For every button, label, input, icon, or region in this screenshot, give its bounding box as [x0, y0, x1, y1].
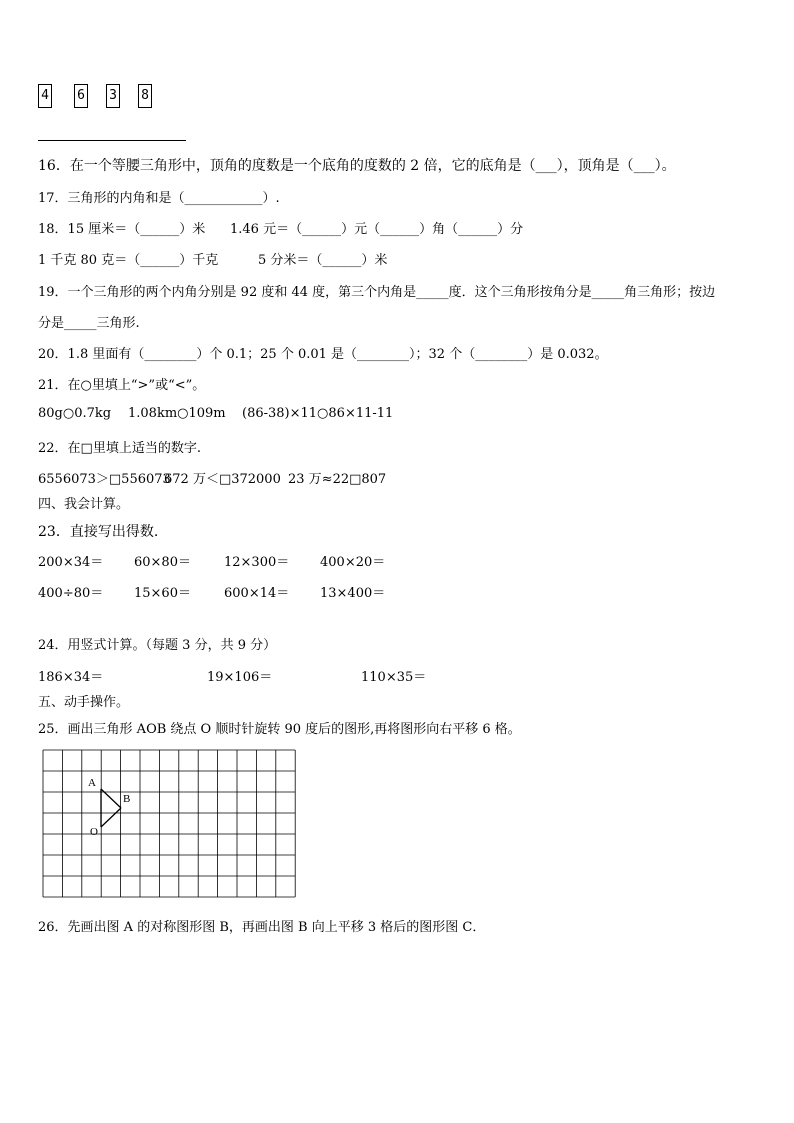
- segment-bo: [101, 808, 121, 827]
- question-19-line-1: 19．一个三角形的两个内角分别是 92 度和 44 度，第三个内角是_____度．这个三角形按角分是_____角三角形；按边: [38, 285, 716, 300]
- question-20: 20．1.8 里面有（________）个 0.1；25 个 0.01 是（________）；32 个（________）是 0.032。: [38, 347, 608, 362]
- vertical-calc-item: 186×34＝: [38, 670, 104, 685]
- question-21-item-c: (86-38)×11○86×11-11: [242, 406, 394, 421]
- question-22-item-b: 672 万＜□372000: [164, 472, 281, 487]
- question-22-item-c: 23 万≈22□807: [288, 472, 387, 487]
- point-label-a: A: [88, 777, 96, 789]
- vertical-calc-item: 110×35＝: [361, 670, 427, 685]
- grid-figure: [42, 749, 298, 899]
- calc-item: 600×14＝: [224, 586, 290, 601]
- calc-item: 400÷80＝: [38, 586, 104, 601]
- question-17: 17．三角形的内角和是（____________）.: [38, 191, 280, 206]
- question-21-title: 21．在○里填上“>”或“<”。: [38, 378, 206, 393]
- question-21-item-b: 1.08km○109m: [128, 406, 226, 421]
- calc-item: 60×80＝: [134, 555, 191, 570]
- vertical-calc-item: 19×106＝: [207, 670, 273, 685]
- calc-item: 200×34＝: [38, 555, 104, 570]
- calc-item: 400×20＝: [320, 555, 386, 570]
- digit-card: 3: [106, 84, 120, 108]
- question-22-item-a: 6556073＞□556073: [38, 472, 171, 487]
- calc-item: 13×400＝: [320, 586, 386, 601]
- calc-item: 12×300＝: [224, 555, 290, 570]
- section-4-heading: 四、我会计算。: [38, 497, 130, 512]
- point-label-b: B: [123, 793, 131, 805]
- question-19-line-2: 分是_____三角形.: [38, 316, 140, 331]
- section-5-heading: 五、动手操作。: [38, 695, 130, 710]
- question-24-title: 24．用竖式计算。（每题 3 分，共 9 分）: [38, 638, 277, 653]
- question-16: 16．在一个等腰三角形中，顶角的度数是一个底角的度数的 2 倍，它的底角是（___），顶角是（___）。: [38, 158, 676, 174]
- question-18-part-b: 1.46 元＝（______）元（______）角（______）分: [230, 222, 524, 237]
- triangle-aob: [101, 789, 121, 827]
- calc-item: 15×60＝: [134, 586, 191, 601]
- question-18-part-a: 18．15 厘米＝（______）米: [38, 222, 206, 237]
- question-18-part-d: 5 分米＝（______）米: [258, 253, 388, 268]
- question-26: 26．先画出图 A 的对称图形图 B，再画出图 B 向上平移 3 格后的图形图 C．: [38, 920, 486, 935]
- question-25-title: 25．画出三角形 AOB 绕点 O 顺时针旋转 90 度后的图形,再将图形向右平移 6 格。: [38, 722, 521, 737]
- question-18-part-c: 1 千克 80 克＝（______）千克: [38, 253, 219, 268]
- grid-lines: [43, 750, 295, 897]
- point-label-o: O: [90, 826, 98, 838]
- digit-card: 4: [38, 84, 52, 108]
- divider: [38, 140, 186, 141]
- question-22-title: 22．在□里填上适当的数字.: [38, 441, 201, 456]
- digit-card: 8: [138, 84, 152, 108]
- question-21-item-a: 80g○0.7kg: [38, 406, 112, 421]
- digit-card: 6: [74, 84, 88, 108]
- question-23-title: 23．直接写出得数.: [38, 524, 159, 540]
